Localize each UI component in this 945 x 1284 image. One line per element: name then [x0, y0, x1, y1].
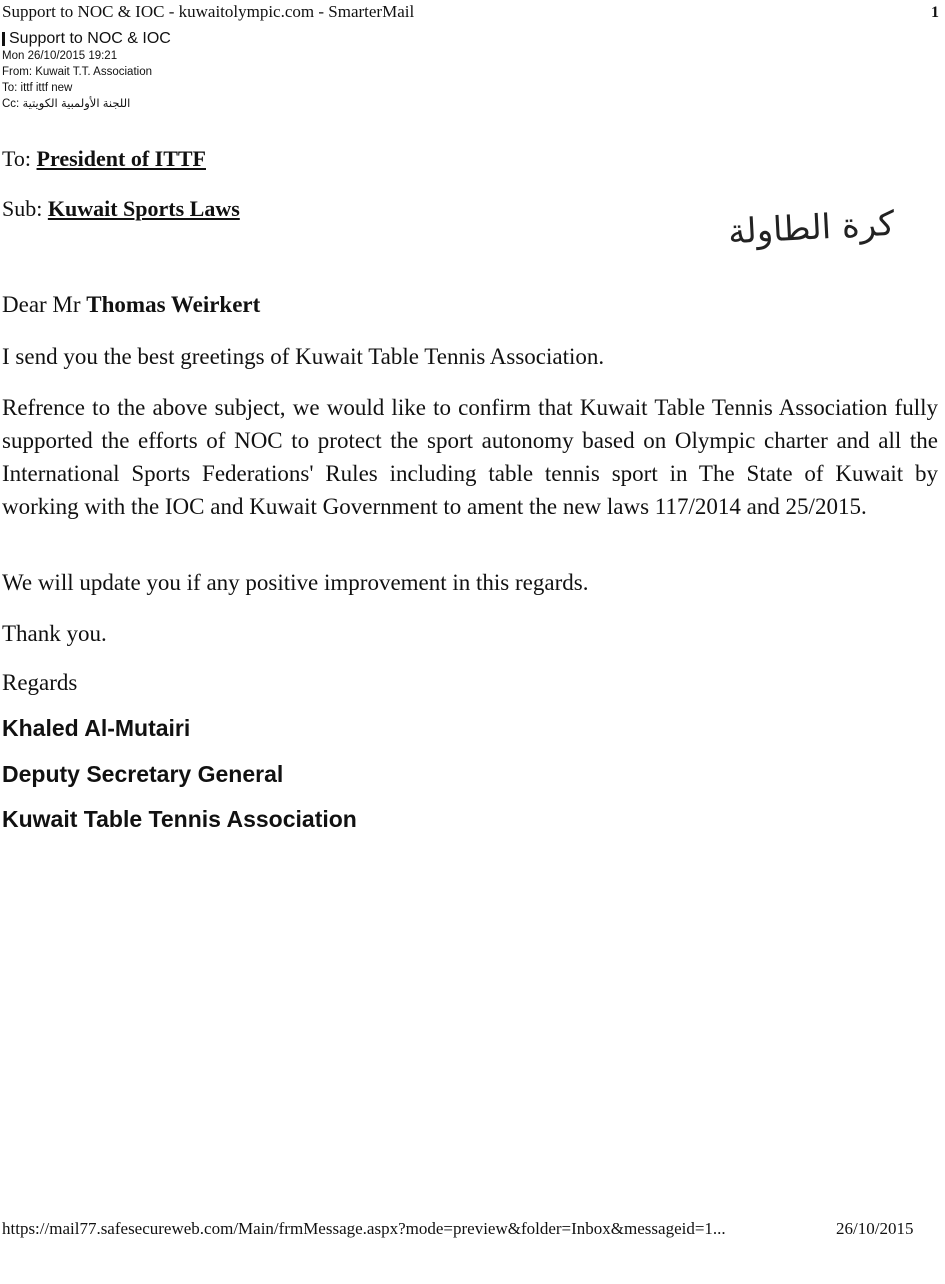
email-date: Mon 26/10/2015 19:21 [2, 50, 118, 62]
email-subject: Support to NOC & IOC [9, 30, 171, 47]
email-subject-row [2, 30, 171, 48]
update-paragraph: We will update you if any positive improvement in this regards. [2, 570, 589, 595]
letter-to-value: President of ITTF [36, 146, 206, 171]
handwritten-note: كرة الطاولة [727, 203, 896, 253]
email-cc [2, 96, 171, 112]
greeting-paragraph: I send you the best greetings of Kuwait Table Tennis Association. [2, 344, 605, 369]
page-number: 1 [931, 4, 939, 21]
body-paragraph: Refrence to the above subject, we would like to confirm that Kuwait Table Tennis Association fully supported the efforts of NOC to protect the sport autonomy based on Olympic charter and all the International Sports Federations' Rules including table tennis sport in The State of Kuwait by working with the IOC and Kuwait Government to ament the new laws 117/2014 and 25/2015. [2, 395, 938, 519]
salutation-name: Thomas Weirkert [86, 292, 261, 317]
letter-to [2, 146, 206, 172]
email-header [2, 30, 171, 112]
print-title: Support to NOC & IOC - kuwaitolympic.com - SmarterMail [2, 2, 415, 21]
letter-subject [2, 196, 240, 222]
closing-line: Regards [2, 670, 78, 695]
salutation-prefix: Dear Mr [2, 292, 81, 317]
letter-subject-label: Sub: [2, 196, 43, 221]
signer-name: Khaled Al-Mutairi [2, 715, 191, 741]
signer-organization: Kuwait Table Tennis Association [2, 806, 357, 832]
salutation [2, 292, 260, 318]
footer-url: https://mail77.safesecureweb.com/Main/frmMessage.aspx?mode=preview&folder=Inbox&messageid=1... [2, 1219, 726, 1238]
signer-title: Deputy Secretary General [2, 761, 284, 787]
subject-marker-icon [2, 32, 5, 46]
letter-subject-value: Kuwait Sports Laws [47, 196, 240, 221]
email-cc-label: Cc: [2, 98, 20, 110]
email-to: To: ittf ittf new [2, 82, 73, 94]
letter-to-label: To: [2, 146, 32, 171]
thanks-line: Thank you. [2, 621, 107, 646]
email-from: From: Kuwait T.T. Association [2, 66, 152, 78]
footer-date: 26/10/2015 [836, 1219, 914, 1238]
email-cc-value: اللجنة الأولمبية الكويتية [22, 98, 131, 110]
